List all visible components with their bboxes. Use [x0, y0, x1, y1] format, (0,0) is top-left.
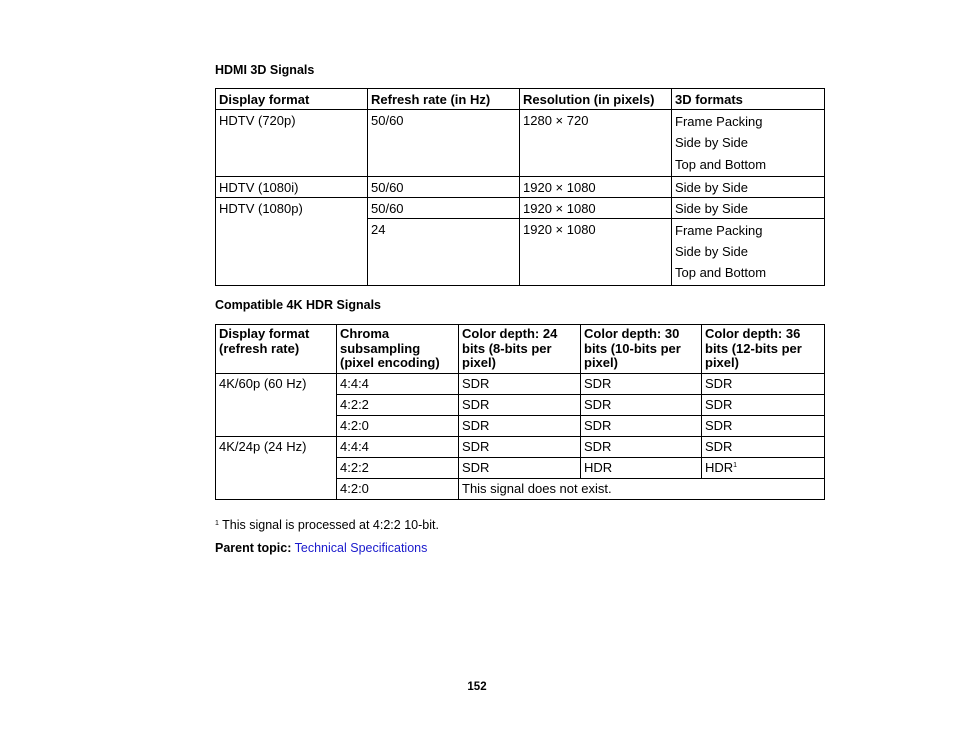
header-cell: 3D formats	[672, 89, 825, 110]
footnote-marker: 1	[733, 461, 738, 469]
table-header-row	[216, 325, 825, 374]
format-line: Side by Side	[675, 135, 748, 151]
header-cell: Color depth: 24 bits (8-bits per pixel)	[459, 325, 581, 374]
format-line: Top and Bottom	[675, 156, 767, 172]
table-cell: SDR	[459, 373, 581, 394]
section-title-4k-hdr: Compatible 4K HDR Signals	[215, 298, 381, 312]
header-cell: Display format	[216, 89, 368, 110]
table-cell: SDR	[702, 415, 825, 436]
table-cell: HDTV (1080p)	[216, 197, 368, 285]
table-cell	[702, 457, 825, 478]
table-cell: HDR	[581, 457, 702, 478]
table-cell: 1280 × 720	[520, 110, 672, 177]
table-cell: Side by Side	[672, 197, 825, 218]
table-cell: SDR	[459, 457, 581, 478]
table-row	[216, 197, 825, 218]
table-cell: 4:4:4	[337, 373, 459, 394]
table-cell: SDR	[581, 373, 702, 394]
table-cell: 4K/24p (24 Hz)	[216, 436, 337, 499]
header-cell: Display format (refresh rate)	[216, 325, 337, 374]
table-cell: HDTV (720p)	[216, 110, 368, 177]
parent-topic-link[interactable]: Technical Specifications	[294, 541, 428, 555]
table-cell	[672, 110, 825, 177]
cell-value: HDR	[705, 459, 734, 475]
header-cell: Color depth: 30 bits (10-bits per pixel)	[581, 325, 702, 374]
table-row	[216, 436, 825, 457]
table-cell: 4:2:2	[337, 394, 459, 415]
format-line: Frame Packing	[675, 222, 763, 238]
table-cell: HDTV (1080i)	[216, 176, 368, 197]
table-cell: Side by Side	[672, 176, 825, 197]
table-cell: 1920 × 1080	[520, 218, 672, 285]
table-cell: SDR	[459, 394, 581, 415]
hdmi-3d-table	[215, 88, 825, 286]
table-row	[216, 373, 825, 394]
footnote-text: This signal is processed at 4:2:2 10-bit.	[222, 518, 439, 532]
table-cell: 1920 × 1080	[520, 176, 672, 197]
table-cell: 4:2:0	[337, 415, 459, 436]
table-row	[216, 110, 825, 177]
format-line: Top and Bottom	[675, 265, 767, 281]
table-cell: 4K/60p (60 Hz)	[216, 373, 337, 436]
table-cell: SDR	[581, 415, 702, 436]
table-cell: 50/60	[368, 197, 520, 218]
table-cell: 24	[368, 218, 520, 285]
table-cell: SDR	[702, 394, 825, 415]
table-cell	[672, 218, 825, 285]
table-cell: 1920 × 1080	[520, 197, 672, 218]
page-number: 152	[467, 681, 487, 693]
section-title-hdmi-3d: HDMI 3D Signals	[215, 63, 315, 77]
table-cell: 50/60	[368, 110, 520, 177]
4k-hdr-table	[215, 324, 825, 500]
footnote	[215, 518, 439, 532]
header-cell: Color depth: 36 bits (12-bits per pixel)	[702, 325, 825, 374]
parent-topic-label: Parent topic:	[215, 541, 292, 555]
parent-topic	[215, 541, 427, 555]
table-cell: 4:2:2	[337, 457, 459, 478]
format-line: Frame Packing	[675, 114, 763, 129]
table-cell: 4:2:0	[337, 478, 459, 499]
table-row	[216, 176, 825, 197]
footnote-marker: 1	[215, 520, 219, 527]
table-cell: SDR	[702, 373, 825, 394]
table-cell: SDR	[702, 436, 825, 457]
header-cell: Refresh rate (in Hz)	[368, 89, 520, 110]
merged-cell: This signal does not exist.	[459, 478, 825, 499]
table-cell: SDR	[581, 436, 702, 457]
header-cell: Chroma subsampling (pixel encoding)	[337, 325, 459, 374]
format-line: Side by Side	[675, 244, 748, 260]
table-cell: 50/60	[368, 176, 520, 197]
table-cell: SDR	[459, 415, 581, 436]
table-cell: SDR	[459, 436, 581, 457]
table-header-row	[216, 89, 825, 110]
table-cell: SDR	[581, 394, 702, 415]
table-cell: 4:4:4	[337, 436, 459, 457]
header-cell: Resolution (in pixels)	[520, 89, 672, 110]
